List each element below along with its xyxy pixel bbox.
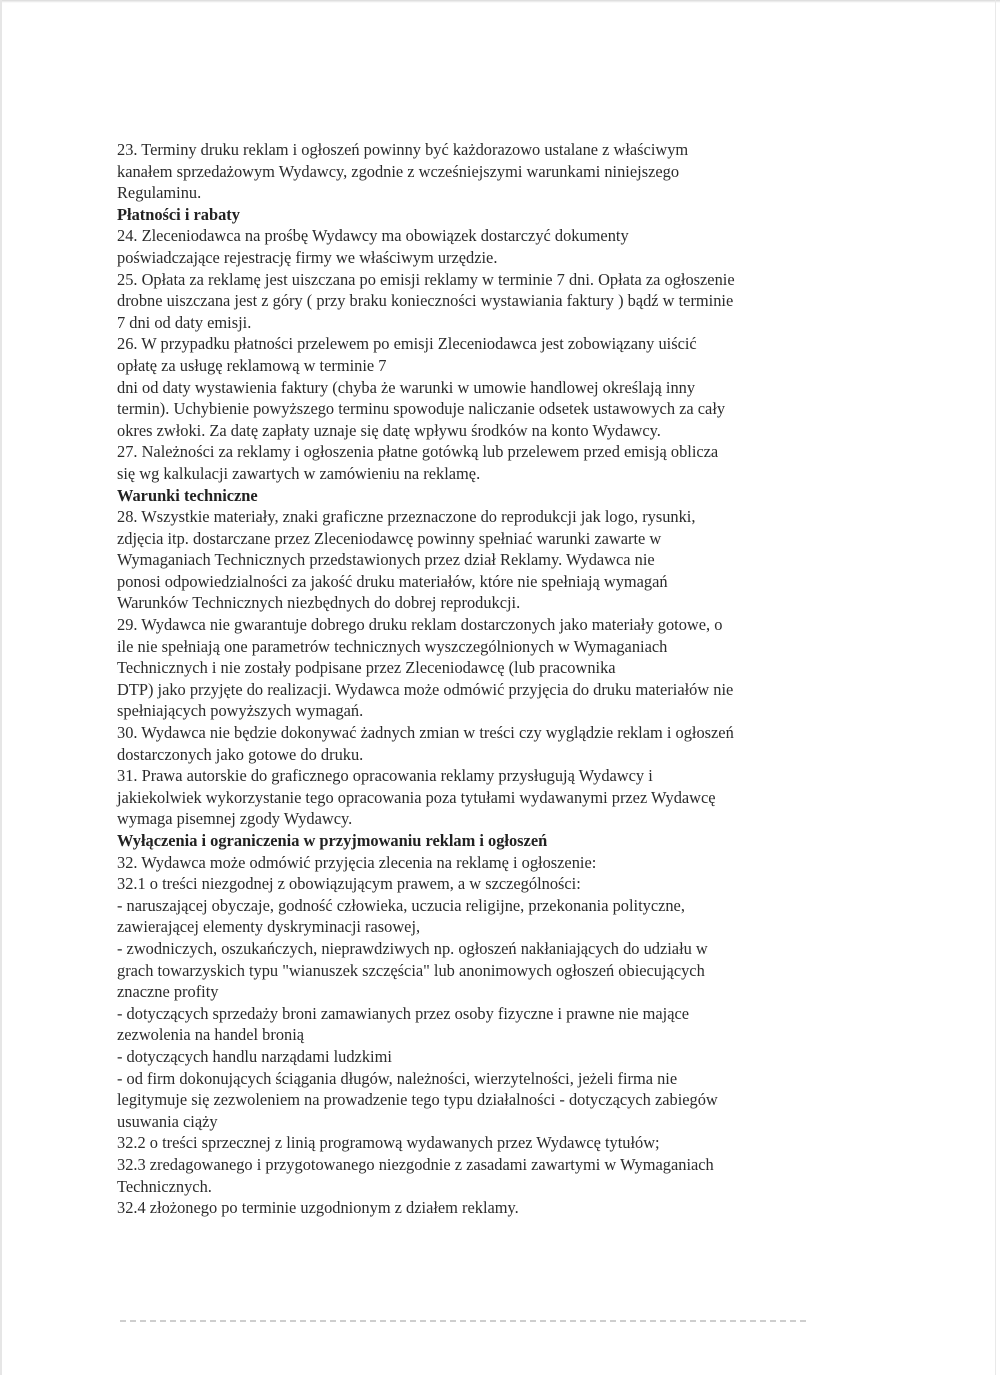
- text-line: ponosi odpowiedzialności za jakość druku materiałów, które nie spełniają wymagań: [117, 571, 668, 591]
- text-line: zdjęcia itp. dostarczane przez Zleceniodawcę powinny spełniać warunki zawarte w: [117, 528, 662, 548]
- text-line: grach towarzyskich typu "wianuszek szczęścia" lub anonimowych ogłoszeń obiecujących: [117, 960, 705, 980]
- section-heading: Wyłączenia i ograniczenia w przyjmowaniu reklam i ogłoszeń: [117, 831, 548, 850]
- text-line: dostarczonych jako gotowe do druku.: [117, 744, 364, 764]
- text-line: usuwania ciąży: [117, 1111, 218, 1131]
- text-line: znaczne profity: [117, 982, 219, 1002]
- text-line: 25. Opłata za reklamę jest uiszczana po emisji reklamy w terminie 7 dni. Opłata za ogłoszenie: [117, 269, 735, 289]
- text-line: 27. Należności za reklamy i ogłoszenia płatne gotówką lub przelewem przed emisją oblicza: [117, 442, 719, 462]
- text-line: spełniających powyższych wymagań.: [117, 701, 364, 721]
- text-line: Regulaminu.: [117, 183, 202, 203]
- text-line: 23. Terminy druku reklam i ogłoszeń powinny być każdorazowo ustalane z właściwym: [117, 140, 689, 159]
- text-line: 32.2 o treści sprzecznej z linią programową wydawanych przez Wydawcę tytułów;: [117, 1133, 660, 1153]
- text-line: 7 dni od daty emisji.: [117, 312, 252, 332]
- text-line: drobne uiszczana jest z góry ( przy braku konieczności wystawiania faktury ) bądź w terminie: [117, 291, 734, 311]
- text-line: - dotyczących sprzedaży broni zamawianych przez osoby fizyczne i prawne nie mające: [117, 1003, 690, 1023]
- text-line: okres zwłoki. Za datę zapłaty uznaje się datę wpływu środków na konto Wydawcy.: [117, 420, 661, 440]
- text-line: 32.1 o treści niezgodnej z obowiązującym prawem, a w szczególności:: [117, 874, 581, 894]
- scan-edge-right: [995, 0, 996, 1375]
- text-line: 28. Wszystkie materiały, znaki graficzne przeznaczone do reprodukcji jak logo, rysunki,: [117, 507, 696, 527]
- text-line: wymaga pisemnej zgody Wydawcy.: [117, 809, 353, 829]
- text-line: 30. Wydawca nie będzie dokonywać żadnych zmian w treści czy wyglądzie reklam i ogłoszeń: [117, 723, 734, 743]
- text-line: - od firm dokonujących ściągania długów, należności, wierzytelności, jeżeli firma nie: [117, 1068, 678, 1088]
- text-line: 32.3 zredagowanego i przygotowanego niezgodnie z zasadami zawartymi w Wymaganiach: [117, 1154, 714, 1174]
- text-line: termin). Uchybienie powyższego terminu spowoduje naliczanie odsetek ustawowych za cały: [117, 399, 726, 419]
- section-heading: Płatności i rabaty: [117, 204, 240, 224]
- text-line: zezwolenia na handel bronią: [117, 1025, 305, 1045]
- text-line: Technicznych i nie zostały podpisane przez Zleceniodawcę (lub pracownika: [117, 658, 616, 678]
- section-heading: Warunki techniczne: [117, 485, 258, 505]
- text-line: DTP) jako przyjęte do realizacji. Wydawca może odmówić przyjęcia do druku materiałów nie: [117, 679, 734, 699]
- text-line: poświadczające rejestrację firmy we właściwym urzędzie.: [117, 247, 498, 267]
- text-line: 24. Zleceniodawca na prośbę Wydawcy ma obowiązek dostarczyć dokumenty: [117, 226, 629, 246]
- text-line: kanałem sprzedażowym Wydawcy, zgodnie z wcześniejszymi warunkami niniejszego: [117, 161, 680, 181]
- text-line: - zwodniczych, oszukańczych, nieprawdziwych np. ogłoszeń nakłaniających do udziału w: [117, 938, 708, 958]
- footer-faded-line: [120, 1320, 810, 1322]
- document-body: [117, 139, 837, 1219]
- text-line: się wg kalkulacji zawartych w zamówieniu na reklamę.: [117, 463, 481, 483]
- text-line: opłatę za usługę reklamową w terminie 7: [117, 355, 387, 375]
- text-line: 32.4 złożonego po terminie uzgodnionym z działem reklamy.: [117, 1198, 519, 1218]
- text-line: 29. Wydawca nie gwarantuje dobrego druku reklam dostarczonych jako materiały gotowe, o: [117, 615, 723, 635]
- text-line: ile nie spełniają one parametrów technicznych wyszczególnionych w Wymaganiach: [117, 636, 668, 656]
- text-line: Warunków Technicznych niezbędnych do dobrej reprodukcji.: [117, 593, 521, 613]
- text-line: Technicznych.: [117, 1176, 212, 1196]
- scan-edge-left: [0, 0, 2, 1375]
- text-line: 32. Wydawca może odmówić przyjęcia zlecenia na reklamę i ogłoszenie:: [117, 852, 597, 872]
- scan-edge-top: [0, 0, 1000, 3]
- text-line: - naruszającej obyczaje, godność człowieka, uczucia religijne, przekonania polityczne,: [117, 895, 685, 915]
- text-line: dni od daty wystawienia faktury (chyba że warunki w umowie handlowej określają inny: [117, 377, 696, 397]
- text-line: zawierającej elementy dyskryminacji rasowej,: [117, 917, 421, 937]
- text-line: legitymuje się zezwoleniem na prowadzenie tego typu działalności - dotyczących zabiegów: [117, 1090, 718, 1110]
- text-line: 26. W przypadku płatności przelewem po emisji Zleceniodawca jest zobowiązany uiścić: [117, 334, 697, 354]
- text-line: jakiekolwiek wykorzystanie tego opracowania poza tytułami wydawanymi przez Wydawcę: [117, 787, 716, 807]
- text-line: 31. Prawa autorskie do graficznego opracowania reklamy przysługują Wydawcy i: [117, 766, 653, 786]
- text-line: - dotyczących handlu narządami ludzkimi: [117, 1046, 392, 1066]
- text-line: Wymaganiach Technicznych przedstawionych przez dział Reklamy. Wydawca nie: [117, 550, 655, 570]
